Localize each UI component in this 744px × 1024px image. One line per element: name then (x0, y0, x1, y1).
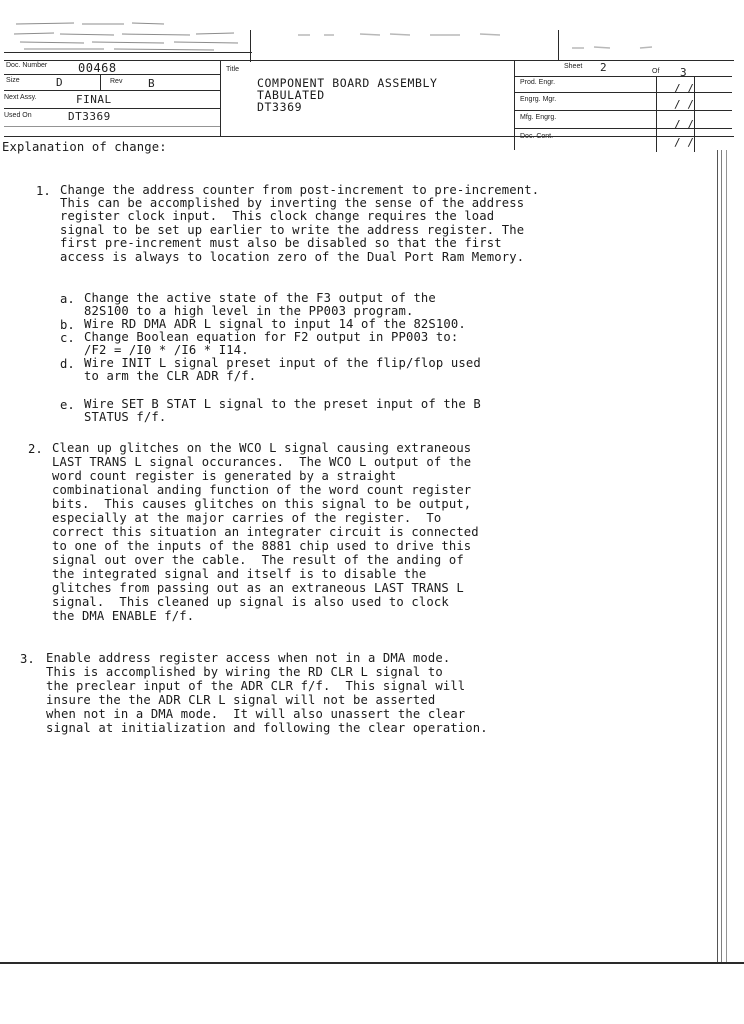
approval-date-mark-4: / / (674, 136, 694, 149)
approval-row-line-2 (514, 110, 732, 111)
used-on-value: DT3369 (68, 110, 111, 123)
item-line: Enable address register access when not in a DMA mode. (46, 651, 451, 665)
item-line: when not in a DMA mode. It will also unassert the clear (46, 707, 466, 721)
header-line-below-used-on (4, 126, 220, 127)
subitem-line: STATUS f/f. (84, 410, 167, 424)
item-line: Change the address counter from post-increment to pre-increment. (60, 183, 540, 197)
header-divider-approvals (514, 60, 515, 150)
header-top-line (4, 52, 252, 53)
sheet-value: 2 (600, 61, 608, 74)
item-number: 2. (28, 442, 43, 456)
item-line: Clean up glitches on the WCO L signal causing extraneous (52, 441, 472, 455)
of-label: Of (652, 68, 660, 75)
item-line: This can be accomplished by inverting the sense of the address (60, 196, 525, 210)
faded-header-text (14, 18, 244, 52)
item-line: bits. This causes glitches on this signal to be output, (52, 497, 472, 511)
item-line: to one of the inputs of the 8881 chip used to drive this (52, 539, 472, 553)
item-line: register clock input. This clock change requires the load (60, 209, 495, 223)
item-line: glitches from passing out as an extraneous LAST TRANS L (52, 581, 464, 595)
explanation-label: Explanation of change: (2, 140, 167, 154)
next-assy-value: FINAL (76, 93, 112, 106)
doc-number-value: 00468 (78, 61, 117, 75)
subitem-letter: a. (60, 292, 75, 306)
subitem-letter: b. (60, 318, 75, 332)
item-line: signal to be set up earlier to write the address register. The (60, 223, 525, 237)
item-line: signal. This cleaned up signal is also used to clock (52, 595, 449, 609)
item-line: signal out over the cable. The result of the anding of (52, 553, 464, 567)
item-line: the DMA ENABLE f/f. (52, 609, 195, 623)
approval-date-mark-2: / / (674, 98, 694, 111)
item-line: access is always to location zero of the Dual Port Ram Memory. (60, 250, 525, 264)
next-assy-label: Next Assy. (4, 94, 37, 101)
header-bottom-line (4, 136, 734, 137)
approval-row-line-1 (514, 92, 732, 93)
item-line: correct this situation an integrater circuit is connected (52, 525, 479, 539)
header-divider-left (250, 30, 251, 62)
approval-date-mark-3: / / (674, 118, 694, 131)
item-line: signal at initialization and following the clear operation. (46, 721, 488, 735)
item-line: the preclear input of the ADR CLR f/f. This signal will (46, 679, 466, 693)
item-line: combinational anding function of the word count register (52, 483, 472, 497)
subitem-line: Wire RD DMA ADR L signal to input 14 of the 82S100. (84, 317, 466, 331)
approval-engrg-mgr-label: Engrg. Mgr. (520, 96, 557, 103)
approval-row-line-3 (514, 128, 732, 129)
subitem-letter: d. (60, 357, 75, 371)
subitem-line: /F2 = /I0 * /I6 * I14. (84, 343, 249, 357)
of-value: 3 (680, 66, 688, 79)
page-bottom-line (0, 962, 744, 964)
item-line: the integrated signal and itself is to disable the (52, 567, 427, 581)
item-line: first pre-increment must also be disabled so that the first (60, 236, 502, 250)
header-divider-rev (100, 74, 101, 90)
faded-header-text-far-right (570, 38, 670, 48)
item-number: 3. (20, 652, 35, 666)
page-right-border-3 (726, 150, 727, 962)
approval-doc-cont-label: Doc. Cont. (520, 133, 554, 140)
title-line-3: DT3369 (257, 100, 303, 114)
title-line-1: COMPONENT BOARD ASSEMBLY (257, 76, 438, 90)
faded-header-text-right (290, 26, 530, 38)
rev-value: B (148, 77, 156, 90)
approval-mfg-engrg-label: Mfg. Engrg. (520, 114, 557, 121)
approval-divider-date (694, 76, 695, 152)
header-row-line-2 (4, 90, 220, 91)
item-line: insure the the ADR CLR L signal will not be asserted (46, 693, 436, 707)
item-line: especially at the major carries of the register. To (52, 511, 442, 525)
header-divider-sheet-left (558, 30, 559, 60)
item-line: This is accomplished by wiring the RD CLR L signal to (46, 665, 443, 679)
header-divider-title (220, 60, 221, 136)
subitem-line: to arm the CLR ADR f/f. (84, 369, 257, 383)
title-line-2: TABULATED (257, 88, 325, 102)
item-number: 1. (36, 184, 51, 198)
approval-date-mark-1: / / (674, 82, 694, 95)
item-line: word count register is generated by a straight (52, 469, 397, 483)
doc-number-label: Doc. Number (6, 62, 48, 69)
approval-divider-sign (656, 76, 657, 152)
subitem-line: Change Boolean equation for F2 output in PP003 to: (84, 330, 459, 344)
item-line: LAST TRANS L signal occurances. The WCO L output of the (52, 455, 472, 469)
subitem-line: Wire SET B STAT L signal to the preset input of the B (84, 397, 481, 411)
rev-label: Rev (110, 78, 123, 85)
title-label: Title (226, 66, 239, 73)
approval-prod-engr-label: Prod. Engr. (520, 79, 556, 86)
page-right-border-1 (717, 150, 718, 962)
used-on-label: Used On (4, 112, 32, 119)
subitem-line: 82S100 to a high level in the PP003 program. (84, 304, 414, 318)
header-row-line-3 (4, 108, 220, 109)
subitem-letter: e. (60, 398, 75, 412)
subitem-line: Wire INIT L signal preset input of the flip/flop used (84, 356, 481, 370)
subitem-line: Change the active state of the F3 output of the (84, 291, 436, 305)
size-label: Size (6, 77, 20, 84)
size-value: D (56, 76, 64, 89)
subitem-letter: c. (60, 331, 75, 345)
approval-row-line-0 (514, 76, 732, 77)
page-right-border-2 (721, 150, 722, 962)
sheet-label: Sheet (564, 63, 583, 70)
